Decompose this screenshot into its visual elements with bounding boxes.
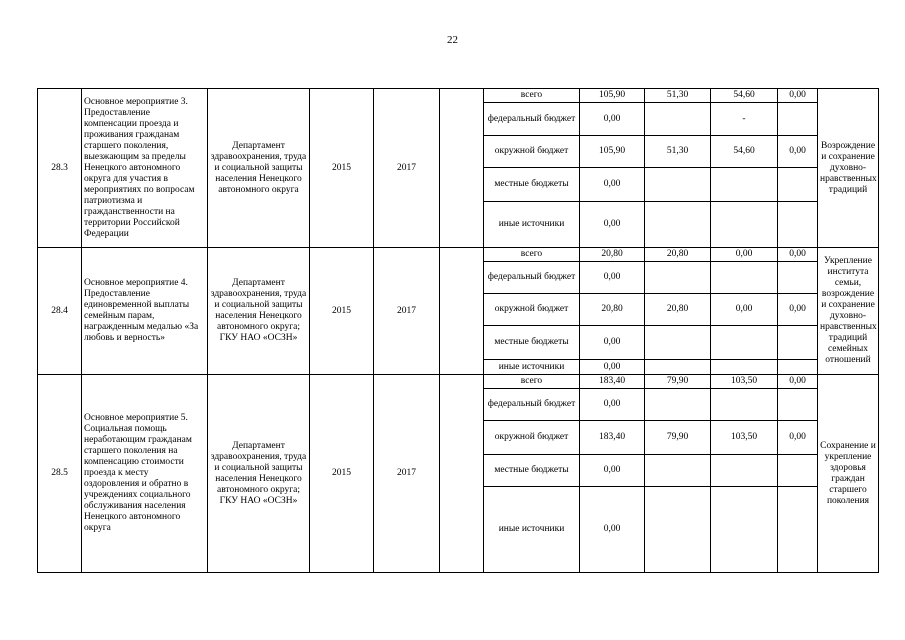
- value-2016: [711, 455, 778, 487]
- activity-description: Основное мероприятие 5. Социальная помощь неработающим гражданам старшего поколения на компенсацию стоимости проезда к месту оздоровления и обратно в учреждениях социального обслуживания населения Ненецкого автономного округа: [82, 375, 208, 573]
- value-2017: [778, 389, 818, 421]
- value-2015: 79,90: [645, 421, 711, 455]
- value-2017: 0,00: [778, 89, 818, 103]
- value-2016: [711, 360, 778, 375]
- value-2017: 0,00: [778, 421, 818, 455]
- value-total: 0,00: [580, 455, 645, 487]
- activity-number: 28.3: [38, 89, 82, 248]
- year-end: 2017: [374, 89, 440, 248]
- value-2017: 0,00: [778, 294, 818, 326]
- year-start: 2015: [310, 248, 374, 375]
- value-total: 0,00: [580, 262, 645, 294]
- source-label: иные источники: [484, 202, 580, 248]
- source-label: окружной бюджет: [484, 136, 580, 168]
- source-label: всего: [484, 375, 580, 389]
- value-2015: [645, 168, 711, 202]
- source-label: федеральный бюджет: [484, 389, 580, 421]
- value-2017: [778, 360, 818, 375]
- value-total: 105,90: [580, 136, 645, 168]
- value-2015: [645, 487, 711, 573]
- activity-executor: Департамент здравоохранения, труда и социальной защиты населения Ненецкого автономного округа; ГКУ НАО «ОСЗН»: [208, 248, 310, 375]
- value-2016: 0,00: [711, 248, 778, 262]
- table-row: [38, 248, 879, 262]
- value-total: 183,40: [580, 375, 645, 389]
- value-2017: [778, 262, 818, 294]
- value-2016: 54,60: [711, 136, 778, 168]
- value-total: 0,00: [580, 202, 645, 248]
- expected-result: Возрождение и сохранение духовно-нравственных традиций: [818, 89, 879, 248]
- source-label: окружной бюджет: [484, 421, 580, 455]
- activity-description: Основное мероприятие 4. Предоставление единовременной выплаты семейным парам, награжденным медалью «За любовь и верность»: [82, 248, 208, 375]
- value-total: 183,40: [580, 421, 645, 455]
- table-row: [38, 375, 879, 389]
- value-2015: [645, 389, 711, 421]
- value-2015: 79,90: [645, 375, 711, 389]
- source-label: местные бюджеты: [484, 326, 580, 360]
- activity-description: Основное мероприятие 3. Предоставление компенсации проезда и проживания гражданам старшего поколения, выезжающим за пределы Ненецкого автономного округа для участия в мероприятиях по вопросам патриотизма и гражданственности на территории Российской Федерации: [82, 89, 208, 248]
- table-row: [38, 89, 879, 103]
- value-total: 0,00: [580, 103, 645, 136]
- value-2015: [645, 262, 711, 294]
- page-number: 22: [447, 34, 458, 46]
- source-label: окружной бюджет: [484, 294, 580, 326]
- source-label: иные источники: [484, 487, 580, 573]
- source-label: федеральный бюджет: [484, 103, 580, 136]
- activity-number: 28.5: [38, 375, 82, 573]
- value-2015: [645, 326, 711, 360]
- value-total: 20,80: [580, 248, 645, 262]
- expected-result: Укрепление института семьи, возрождение и сохранение духовно-нравственных традиций семейных отношений: [818, 248, 879, 375]
- program-activities-table: [37, 88, 879, 573]
- value-2017: [778, 326, 818, 360]
- value-total: 0,00: [580, 326, 645, 360]
- value-2017: [778, 487, 818, 573]
- value-2016: [711, 262, 778, 294]
- value-2016: [711, 202, 778, 248]
- value-total: 0,00: [580, 487, 645, 573]
- value-total: 20,80: [580, 294, 645, 326]
- value-2016: [711, 487, 778, 573]
- expected-result: Сохранение и укрепление здоровья граждан старшего поколения: [818, 375, 879, 573]
- value-2016: 54,60: [711, 89, 778, 103]
- empty-cell: [440, 375, 484, 573]
- source-label: всего: [484, 89, 580, 103]
- value-2017: 0,00: [778, 136, 818, 168]
- value-total: 105,90: [580, 89, 645, 103]
- activity-number: 28.4: [38, 248, 82, 375]
- activity-executor: Департамент здравоохранения, труда и социальной защиты населения Ненецкого автономного округа: [208, 89, 310, 248]
- value-total: 0,00: [580, 389, 645, 421]
- source-label: местные бюджеты: [484, 168, 580, 202]
- value-2015: 20,80: [645, 248, 711, 262]
- year-start: 2015: [310, 89, 374, 248]
- year-end: 2017: [374, 248, 440, 375]
- value-2016: 0,00: [711, 294, 778, 326]
- value-2016: -: [711, 103, 778, 136]
- value-2016: [711, 168, 778, 202]
- value-2017: [778, 103, 818, 136]
- value-2015: [645, 360, 711, 375]
- source-label: местные бюджеты: [484, 455, 580, 487]
- value-2017: [778, 202, 818, 248]
- value-2016: [711, 389, 778, 421]
- year-end: 2017: [374, 375, 440, 573]
- source-label: федеральный бюджет: [484, 262, 580, 294]
- value-2015: 51,30: [645, 89, 711, 103]
- source-label: иные источники: [484, 360, 580, 375]
- activity-executor: Департамент здравоохранения, труда и социальной защиты населения Ненецкого автономного округа; ГКУ НАО «ОСЗН»: [208, 375, 310, 573]
- value-2016: 103,50: [711, 375, 778, 389]
- year-start: 2015: [310, 375, 374, 573]
- value-2017: [778, 168, 818, 202]
- value-2017: 0,00: [778, 375, 818, 389]
- empty-cell: [440, 248, 484, 375]
- value-2016: [711, 326, 778, 360]
- value-2015: 51,30: [645, 136, 711, 168]
- value-2015: [645, 103, 711, 136]
- value-total: 0,00: [580, 168, 645, 202]
- value-2015: [645, 202, 711, 248]
- value-2017: [778, 455, 818, 487]
- value-2016: 103,50: [711, 421, 778, 455]
- source-label: всего: [484, 248, 580, 262]
- value-2015: [645, 455, 711, 487]
- value-2015: 20,80: [645, 294, 711, 326]
- empty-cell: [440, 89, 484, 248]
- value-2017: 0,00: [778, 248, 818, 262]
- value-total: 0,00: [580, 360, 645, 375]
